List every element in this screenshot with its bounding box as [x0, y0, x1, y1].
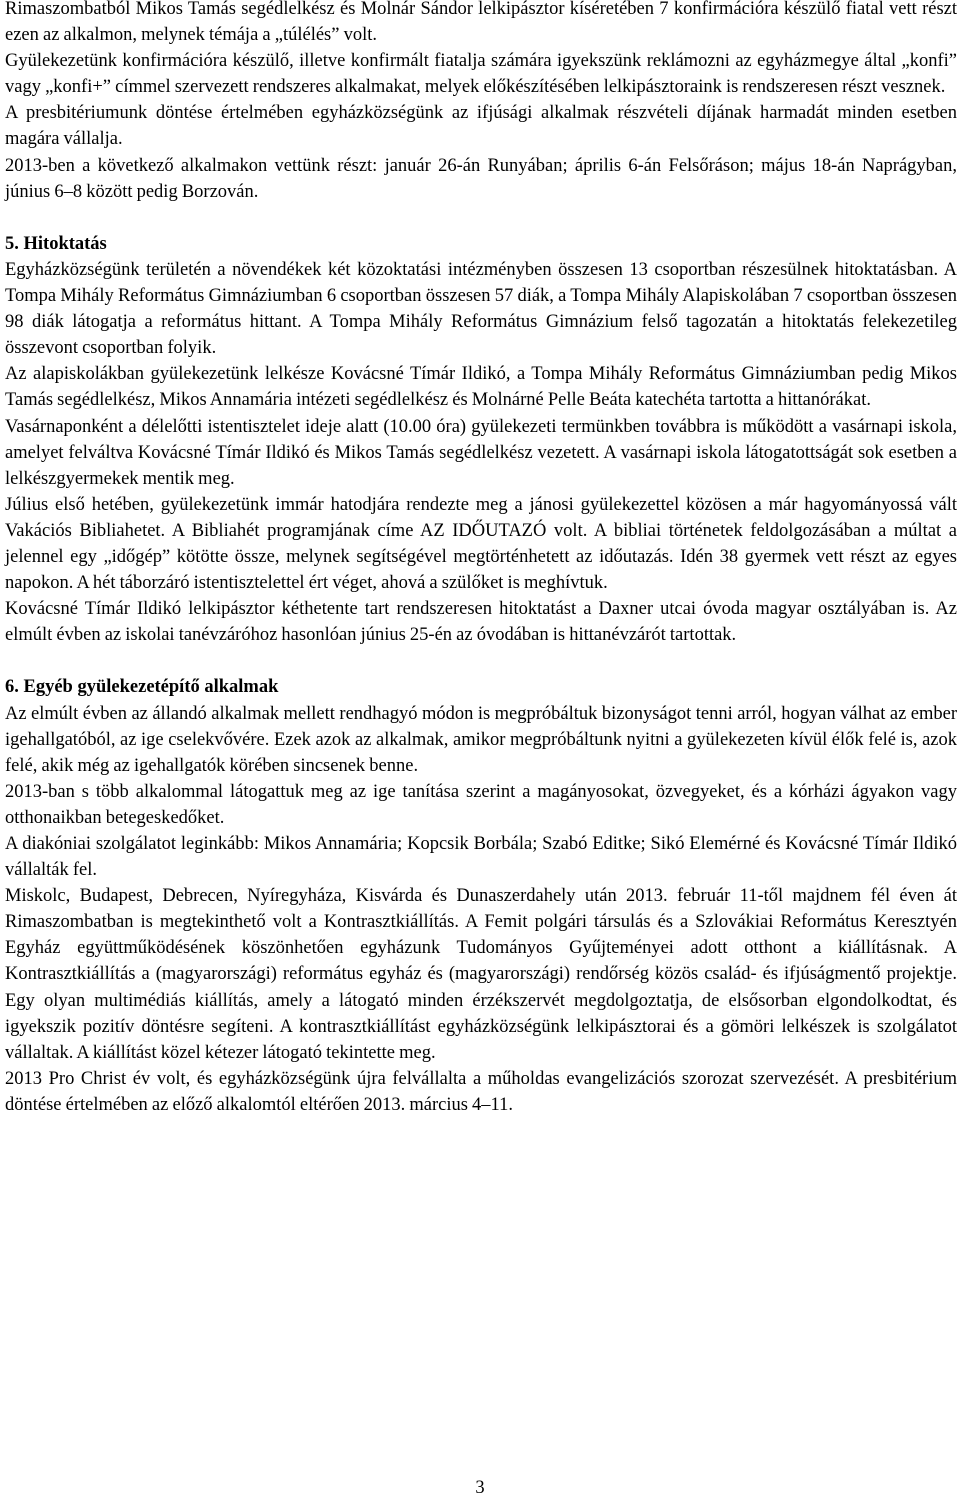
paragraph: Az alapiskolákban gyülekezetünk lelkésze Kovácsné Tímár Ildikó, a Tompa Mihály Református Gimnáziumban pedig Mikos Tamás segédlelkész, Mikos Annamária intézeti segédlelkész és Molnárné Pelle Beáta katechéta tartotta a hittanórákat.: [5, 364, 957, 411]
page-number: 3: [475, 1478, 485, 1498]
paragraph: Az elmúlt évben az állandó alkalmak mellett rendhagyó módon is megpróbáltuk bizonyságot tenni arról, hogyan válhat az ember igehallgatóból, az ige cselekvővére. Ezek azok az alkalmak, amikor megpróbáltunk nyitni a gyülekezeten kívül élők felé is, azok felé, akik még az igehallgatók körében sincsenek benne.: [5, 703, 957, 776]
paragraph: Július első hetében, gyülekezetünk immár hatodjára rendezte meg a jánosi gyülekezettel közösen a már hagyományossá vált Vakációs Bibliahetet. A Bibliahét programjának címe AZ IDŐUTAZÓ volt. A bibliai történetek feldolgozásában a múltat a jelennel egy „időgép” kötötte össze, melynek segítségével megtörténhetett az időutazás. Idén 38 gyermek vett részt az egyes napokon. A hét táborzáró istentisztelettel ért véget, ahová a szülőket is meghívtuk.: [5, 494, 957, 594]
section-heading-egyeb-alkalmak: 6. Egyéb gyülekezetépítő alkalmak: [5, 677, 279, 698]
section-spacer: [5, 648, 957, 674]
paragraph: Vasárnaponként a délelőtti istentisztelet ideje alatt (10.00 óra) gyülekezeti termünkben továbbra is működött a vasárnapi iskola, amelyet felváltva Kovácsné Tímár Ildikó és Mikos Tamás segédlelkész vezetett. A vasárnapi iskola látogatottságát sok esetben a lelkészgyermekek mentik meg.: [5, 416, 957, 489]
document-body: [5, 0, 957, 1118]
paragraph: 2013-ben a következő alkalmakon vettünk részt: január 26-án Runyában; április 6-án Felsőráson; május 18-án Naprágyban, június 6–8 között pedig Borzován.: [5, 155, 957, 202]
section-spacer: [5, 205, 957, 231]
paragraph: Rimaszombatból Mikos Tamás segédlelkész és Molnár Sándor lelkipásztor kíséretében 7 konfirmációra készülő fiatal vett részt ezen az alkalmon, melynek témája a „túlélés” volt.: [5, 0, 957, 46]
paragraph: Miskolc, Budapest, Debrecen, Nyíregyháza, Kisvárda és Dunaszerdahely után 2013. február 11-től majdnem fél éven át Rimaszombatban is megtekinthető volt a Kontrasztkiállítás. A Femit polgári társulás és a Szlovákiai Református Keresztyén Egyház együttműködésének köszönhetően egyházunk Tudományos Gyűjteményei adott otthont a kiállításnak. A Kontrasztkiállítás a (magyarországi) református egyház és (magyarországi) rendőrség közös család- és ifjúságmentő projektje. Egy olyan multimédiás kiállítás, amely a látogató minden érzékszervét megdolgoztatja, de elsősorban elgondolkodtat, és igyekszik pozitív döntésre segíteni. A kontrasztkiállítást egyházközségünk lelkipásztorai és a gömöri lelkészek is szolgálatot vállaltak. A kiállítást közel kétezer látogató tekintette meg.: [5, 886, 957, 1063]
paragraph: 2013 Pro Christ év volt, és egyházközségünk újra felvállalta a műholdas evangelizációs szorozat szervezését. A presbitérium döntése értelmében az előző alkalomtól eltérően 2013. március 4–11.: [5, 1068, 957, 1115]
paragraph: Egyházközségünk területén a növendékek két közoktatási intézményben összesen 13 csoportban részesülnek hitoktatásban. A Tompa Mihály Református Gimnáziumban 6 csoportban összesen 57 diák, a Tompa Mihály Alapiskolában 7 csoportban összesen 98 diák látogatja a református hittant. A Tompa Mihály Református Gimnázium felső tagozatán a hitoktatás felekezetileg összevont csoportban folyik.: [5, 259, 957, 359]
paragraph: A presbitériumunk döntése értelmében egyházközségünk az ifjúsági alkalmak részvételi díjának harmadát minden esetben magára vállalja.: [5, 103, 957, 150]
paragraph: 2013-ban s több alkalommal látogattuk meg az ige tanítása szerint a magányosokat, özvegyeket, és a kórházi ágyakon vagy otthonaikban betegeskedőket.: [5, 781, 957, 828]
paragraph: Kovácsné Tímár Ildikó lelkipásztor kéthetente tart rendszeresen hitoktatást a Daxner utcai óvoda magyar osztályában is. Az elmúlt évben az iskolai tanévzáróhoz hasonlóan június 25-én az óvodában is hittanévzárót tartottak.: [5, 599, 957, 646]
section-heading-hitoktatas: 5. Hitoktatás: [5, 233, 107, 254]
paragraph: Gyülekezetünk konfirmációra készülő, illetve konfirmált fiatalja számára igyekszünk reklámozni az egyházmegye által „konfi” vagy „konfi+” címmel szervezett rendszeres alkalmakat, melyek előkészítésében lelkipásztoraink is rendszeresen részt vesznek.: [5, 51, 957, 98]
paragraph: A diakóniai szolgálatot leginkább: Mikos Annamária; Kopcsik Borbála; Szabó Editke; Sikó Elemérné és Kovácsné Tímár Ildikó vállalták fel.: [5, 834, 957, 881]
